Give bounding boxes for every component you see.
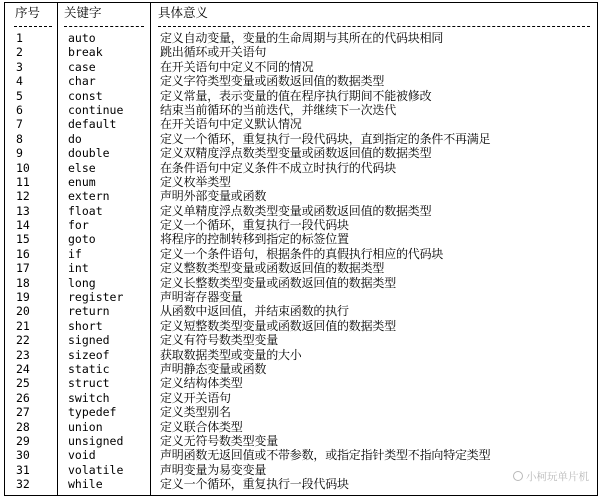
table-row [0,434,603,448]
row-keyword: const [68,88,103,103]
row-meaning: 定义有符号数类型变量 [160,333,279,348]
row-meaning: 跳出循环或开关语句 [160,45,267,60]
row-keyword: if [68,246,82,261]
table-row [0,304,603,318]
header-separator [64,26,144,27]
table-row [0,175,603,189]
row-meaning: 声明函数无返回值或不带参数，或指定指针类型不指向特定类型 [160,448,491,463]
row-number: 13 [16,203,30,218]
row-number: 22 [16,333,30,348]
row-keyword: signed [68,333,110,348]
row-meaning: 定义一个循环，重复执行一段代码块，直到指定的条件不再满足 [160,131,491,146]
row-keyword: auto [68,31,96,45]
row-keyword: unsigned [68,433,124,448]
row-keyword: register [68,290,124,305]
row-number: 16 [16,246,30,261]
row-keyword: float [68,203,103,218]
row-number: 12 [16,189,30,204]
table-row [0,189,603,203]
row-meaning: 定义双精度浮点数类型变量或函数返回值的数据类型 [160,146,432,161]
row-meaning: 定义一个循环，重复执行一段代码块 [160,218,349,233]
row-meaning: 声明静态变量或函数 [160,361,267,376]
row-number: 15 [16,232,30,247]
row-number: 17 [16,261,30,276]
table-row [0,204,603,218]
row-keyword: void [68,448,96,463]
table-row [0,376,603,390]
table-row [0,232,603,246]
row-number: 29 [16,433,30,448]
table-row [0,45,603,59]
row-meaning: 定义无符号数类型变量 [160,433,279,448]
row-meaning: 定义结构体类型 [160,376,243,391]
row-number: 30 [16,448,30,463]
row-keyword: char [68,74,96,89]
row-number: 9 [16,146,23,161]
table-row [0,89,603,103]
row-meaning: 定义常量，表示变量的值在程序执行期间不能被修改 [160,88,432,103]
row-meaning: 定义单精度浮点数类型变量或函数返回值的数据类型 [160,203,432,218]
row-number: 26 [16,390,30,405]
row-keyword: extern [68,189,110,204]
row-number: 7 [16,117,23,132]
row-meaning: 声明变量为易变变量 [160,462,267,477]
row-meaning: 定义长整数类型变量或函数返回值的数据类型 [160,275,397,290]
table-row [0,117,603,131]
table-row [0,420,603,434]
row-number: 1 [16,31,23,45]
row-meaning: 定义短整数类型变量或函数返回值的数据类型 [160,318,397,333]
row-number: 28 [16,419,30,434]
row-number: 2 [16,45,23,60]
row-number: 4 [16,74,23,89]
row-keyword: case [68,59,96,74]
row-meaning: 定义整数类型变量或函数返回值的数据类型 [160,261,385,276]
row-meaning: 定义开关语句 [160,390,231,405]
row-keyword: sizeof [68,347,110,362]
watermark-text: 小柯玩单片机 [526,471,589,483]
table-row [0,261,603,275]
row-number: 6 [16,102,23,117]
row-keyword: goto [68,232,96,247]
table-row [0,146,603,160]
row-meaning: 结束当前循环的当前迭代，并继续下一次迭代 [160,102,397,117]
row-number: 23 [16,347,30,362]
row-meaning: 定义枚举类型 [160,174,231,189]
table-row [0,448,603,462]
watermark-logo-icon [513,471,523,481]
row-number: 14 [16,218,30,233]
header-separator [14,26,52,27]
table-row [0,103,603,117]
row-keyword: default [68,117,117,132]
row-number: 5 [16,88,23,103]
row-meaning: 将程序的控制转移到指定的标签位置 [160,232,349,247]
table-header [4,2,598,24]
row-number: 27 [16,405,30,420]
row-keyword: union [68,419,103,434]
row-keyword: short [68,318,103,333]
row-number: 11 [16,174,30,189]
row-meaning: 定义一个循环，重复执行一段代码块 [160,477,349,492]
table-row [0,60,603,74]
row-keyword: return [68,304,110,319]
row-meaning: 定义类型别名 [160,405,231,420]
row-keyword: do [68,131,82,146]
table-row [0,362,603,376]
table-row [0,74,603,88]
row-keyword: volatile [68,462,124,477]
table-row [0,333,603,347]
row-meaning: 定义一个条件语句，根据条件的真假执行相应的代码块 [160,246,444,261]
row-meaning: 获取数据类型或变量的大小 [160,347,302,362]
row-keyword: for [68,218,89,233]
header-number: 序号 [15,5,41,20]
table-row [0,218,603,232]
row-meaning: 在开关语句中定义不同的情况 [160,59,314,74]
row-meaning: 定义自动变量，变量的生命周期与其所在的代码块相同 [160,31,444,45]
row-number: 8 [16,131,23,146]
row-meaning: 在条件语句中定义条件不成立时执行的代码块 [160,160,397,175]
header-keyword: 关键字 [64,5,102,20]
row-keyword: double [68,146,110,161]
row-number: 20 [16,304,30,319]
row-keyword: else [68,160,96,175]
watermark [513,469,589,484]
row-keyword: break [68,45,103,60]
row-number: 3 [16,59,23,74]
row-number: 10 [16,160,30,175]
table-row [0,405,603,419]
row-keyword: struct [68,376,110,391]
row-keyword: static [68,361,110,376]
row-keyword: int [68,261,89,276]
row-meaning: 在开关语句中定义默认情况 [160,117,302,132]
row-keyword: long [68,275,96,290]
row-keyword: enum [68,174,96,189]
row-keyword: typedef [68,405,117,420]
row-meaning: 定义字符类型变量或函数返回值的数据类型 [160,74,385,89]
row-number: 31 [16,462,30,477]
row-keyword: switch [68,390,110,405]
row-keyword: continue [68,102,124,117]
table-row [0,348,603,362]
row-number: 19 [16,290,30,305]
table-row [0,391,603,405]
row-meaning: 声明寄存器变量 [160,290,243,305]
table-row [0,161,603,175]
row-number: 24 [16,361,30,376]
table-row [0,247,603,261]
row-keyword: while [68,477,103,492]
row-number: 21 [16,318,30,333]
table-row [0,132,603,146]
row-number: 25 [16,376,30,391]
header-separator [158,26,590,27]
table-row [0,31,603,45]
row-meaning: 声明外部变量或函数 [160,189,267,204]
header-meaning: 具体意义 [158,5,209,20]
row-meaning: 从函数中返回值，并结束函数的执行 [160,304,349,319]
table-row [0,276,603,290]
row-meaning: 定义联合体类型 [160,419,243,434]
table-body [0,31,603,492]
row-number: 18 [16,275,30,290]
table-row [0,290,603,304]
row-number: 32 [16,477,30,492]
table-row [0,319,603,333]
